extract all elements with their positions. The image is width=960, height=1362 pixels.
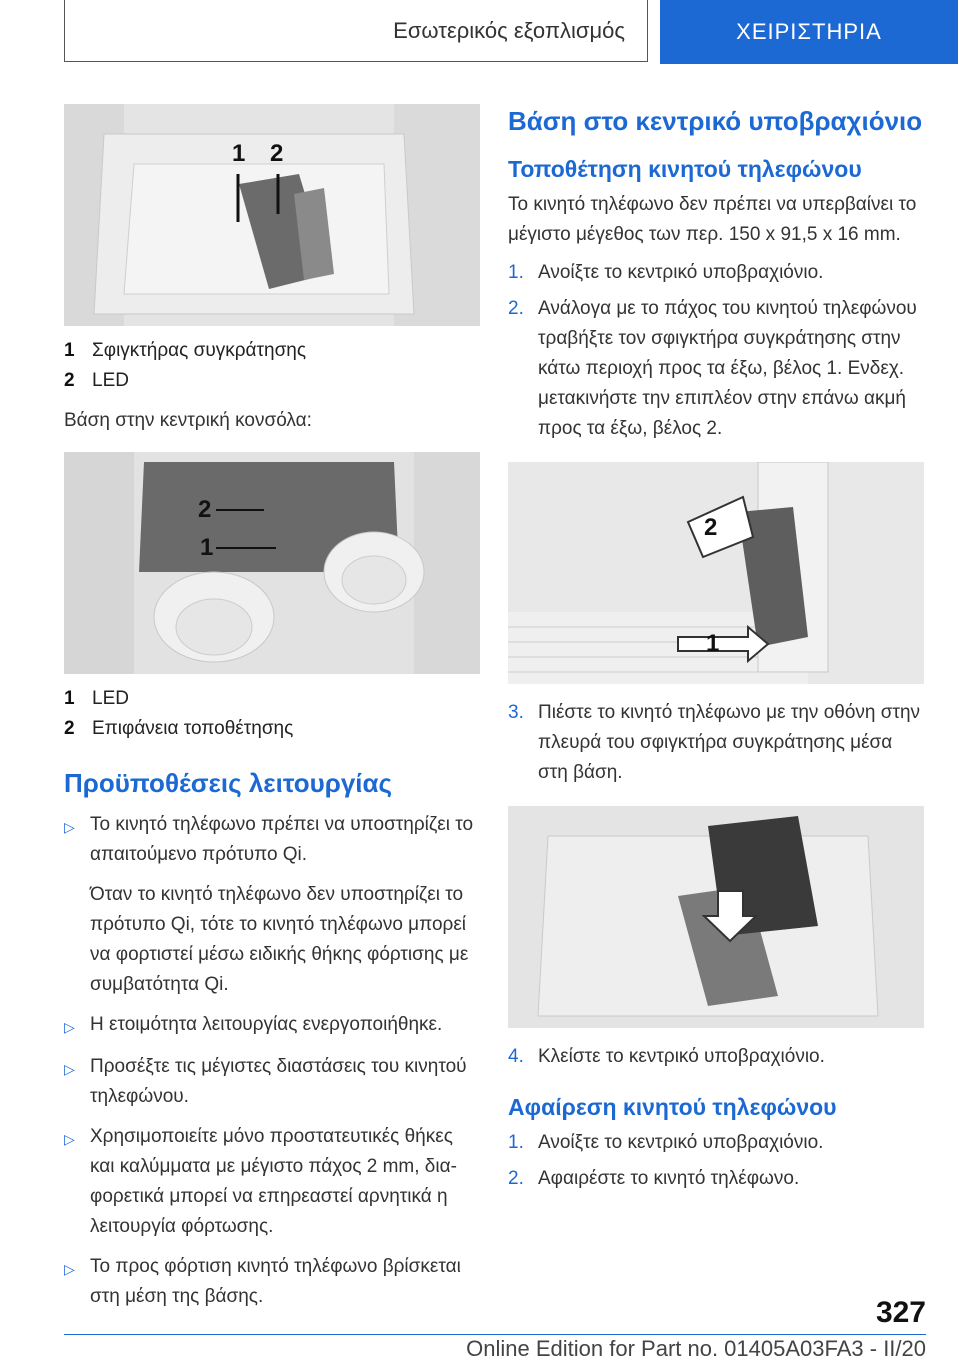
armrest-illustration [64, 104, 480, 326]
legend-item: 1 Σφιγκτήρας συγκράτησης [64, 340, 307, 361]
figure-clamp-adjust [508, 462, 924, 684]
requirements-list [64, 810, 480, 1312]
armrest-heading: Βάση στο κεντρικό υποβραχιόνιο [508, 106, 923, 136]
step-item: 2. Ανάλογα με το πάχος του κινητού τηλεφώνου τραβήξτε τον σφιγκτήρα συγκράτησης στην κάτω περιοχή προς τα έξω, βέλος 1. Ενδεχ. μετακινήστε την επιπλέον στην επάνω ακμή προς τα έξω, βέλος 2. [508, 298, 917, 439]
edition-text: Online Edition for Part no. 01405A03FA3 - II/20 [466, 1336, 926, 1361]
triangle-bullet-icon: ▷ [64, 1261, 75, 1277]
figure-label-1: 1 [706, 630, 720, 657]
console-illustration [64, 452, 480, 674]
figure-label-2: 2 [198, 496, 212, 523]
figure-armrest-holder [64, 104, 480, 326]
chapter-tab: ΧΕΙΡΙΣΤΗΡΙΑ [660, 0, 958, 64]
legend-1 [64, 336, 480, 396]
legend-item: 2 Επιφάνεια τοποθέτησης [64, 718, 294, 739]
step-item: 3. Πιέστε το κινητό τηλέφωνο με την οθόνη στην πλευρά του σφιγκτήρα συγκράτησης μέσα στη βάση. [508, 702, 921, 783]
step-item: 1. Ανοίξτε το κεντρικό υποβραχιόνιο. [508, 1132, 824, 1153]
footer-divider [64, 1334, 926, 1335]
step-item: 1. Ανοίξτε το κεντρικό υποβραχιόνιο. [508, 262, 824, 283]
remove-steps [508, 1128, 926, 1194]
legend-item: 1 LED [64, 688, 129, 709]
figure-console-holder [64, 452, 480, 674]
list-item: ▷ Το κινητό τηλέφωνο πρέπει να υποστηρίζει το απαιτούμενο πρότυπο Qi. Όταν το κινητό τηλέφωνο δεν υποστηρίζει το πρότυπο Qi, τότε το κινητό τηλέφωνο μπορεί να φορτιστεί μέσω ειδικής θήκης φόρτισης με συμβατότητα Qi. [64, 810, 480, 1000]
list-item: ▷ Χρησιμοποιείτε μόνο προστατευτικές θήκες και καλύμματα με μέγιστο πάχος 2 mm, διαφορετικά μπορεί να επηρεαστεί αρνητικά η λειτουργία φόρτωσης. [64, 1122, 480, 1242]
figure-label-2: 2 [270, 140, 284, 167]
right-column [508, 104, 926, 1194]
page-header [64, 0, 958, 64]
remove-phone-heading: Αφαίρεση κινητού τηλεφώνου [508, 1094, 837, 1120]
step-item: 2. Αφαιρέστε το κινητό τηλέφωνο. [508, 1168, 800, 1189]
left-column [64, 104, 480, 1312]
console-intro: Βάση στην κεντρική κονσόλα: [64, 410, 312, 431]
requirements-heading: Προϋποθέσεις λειτουργίας [64, 768, 393, 798]
insert-steps [508, 258, 926, 444]
list-item: ▷ Προσέξτε τις μέγιστες διαστάσεις του κινητού τηλεφώνου. [64, 1052, 480, 1112]
figure-label-1: 1 [232, 140, 246, 167]
triangle-bullet-icon: ▷ [64, 1061, 75, 1077]
figure-label-2: 2 [704, 514, 718, 541]
insert-phone-heading: Τοποθέτηση κινητού τηλεφώνου [508, 156, 862, 182]
legend-item: 2 LED [64, 370, 129, 391]
insert-phone-illustration [508, 806, 924, 1028]
triangle-bullet-icon: ▷ [64, 1019, 75, 1035]
figure-label-1: 1 [200, 534, 214, 561]
page-number: 327 [875, 1296, 926, 1329]
max-size-text: Το κινητό τηλέφωνο δεν πρέπει να υπερβαίνει το μέγιστο μέγεθος των περ. 150 x 91,5 x 16 mm. [508, 194, 917, 245]
list-item: ▷ Η ετοιμότητα λειτουργίας ενεργοποιήθηκε. [64, 1010, 480, 1042]
step-item: 4. Κλείστε το κεντρικό υποβραχιόνιο. [508, 1046, 825, 1067]
triangle-bullet-icon: ▷ [64, 1131, 75, 1147]
legend-2 [64, 684, 480, 744]
triangle-bullet-icon: ▷ [64, 819, 75, 835]
figure-insert-phone [508, 806, 924, 1028]
section-title: Εσωτερικός εξοπλισμός [64, 0, 648, 62]
list-item: ▷ Το προς φόρτιση κινητό τηλέφωνο βρίσκεται στη μέση της βάσης. [64, 1252, 480, 1312]
